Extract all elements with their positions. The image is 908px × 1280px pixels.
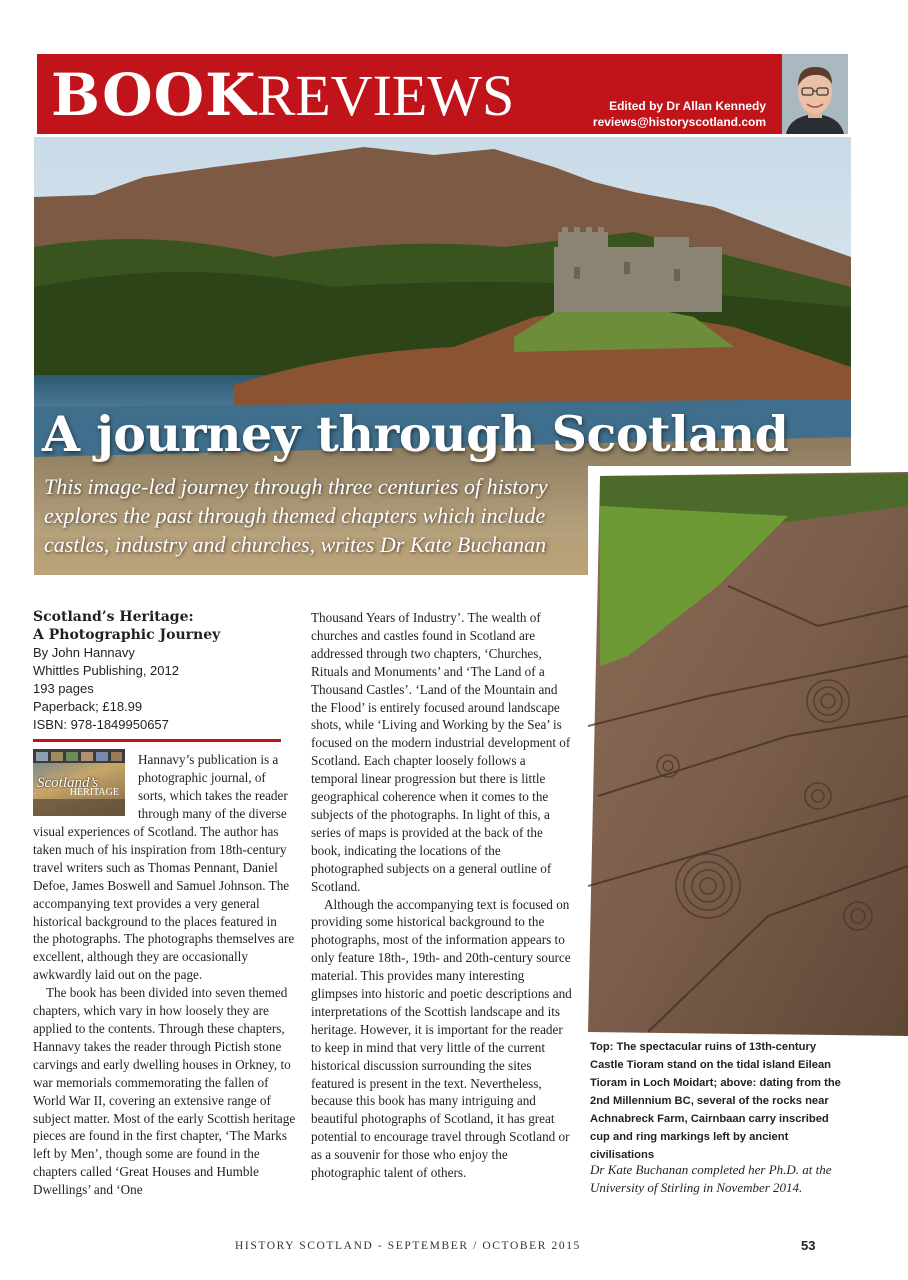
editor-portrait: [782, 54, 848, 134]
book-title-line2: A Photographic Journey: [33, 627, 221, 643]
body-column-left: [33, 823, 296, 1199]
body-column-right: [311, 609, 574, 1182]
book-price: Paperback; £18.99: [33, 699, 143, 714]
editor-email[interactable]: reviews@historyscotland.com: [592, 115, 766, 129]
article-headline: A journey through Scotland: [42, 405, 789, 463]
body-paragraph: The book has been divided into seven themed chapters, which vary in how loosely they are applied to the contents. Through these chapters, Hannavy takes the reader through Pictish stone carvings and early dwelling houses in Orkney, to war memorials commemorating the fallen of World War II, covering an extensive range of subject matter. Most of the early Scottish heritage pieces are found in the first chapter, ‘The Marks left by Men’, though some are found in the chapters called ‘Great Houses and Humble Dwellings’ and ‘One: [33, 985, 296, 1198]
page-number: 53: [801, 1238, 816, 1253]
editor-credit: [593, 98, 766, 130]
cover-title: Scotland’s: [37, 775, 99, 791]
running-footer: HISTORY SCOTLAND - SEPTEMBER / OCTOBER 2015: [235, 1240, 581, 1252]
body-intro-wrap: [138, 751, 296, 823]
editor-name: Edited by Dr Allan Kennedy: [609, 99, 766, 113]
section-title-bold: BOOK: [51, 61, 257, 129]
book-title-line1: Scotland’s Heritage:: [33, 609, 194, 625]
body-paragraph: Thousand Years of Industry’. The wealth of churches and castles found in Scotland are addressed through two chapters, ‘Churches, Rituals and Monuments’ and ‘The Land of a Thousand Castles’. ‘Land of the Mountain and the Flood’ is entirely focused around landscape shots, while ‘Living and Working by the Sea’ is focused on the modern industrial development of Scotland. Each chapter loosely follows a temporal linear progression but there is little geographical coherence when it comes to the subjects of the photographs. In light of this, a series of maps is provided at the back of the book, indicating the locations of the photographed subjects on a general outline of Scotland.: [311, 610, 571, 894]
book-cover-thumbnail: [33, 749, 125, 816]
body-paragraph: Although the accompanying text is focused on providing some historical background to the photographs, most of the information appears to only feature 18th-, 19th- and 20th-century source material. This provides many interesting glimpses into historic and poetic descriptions and interpretations of the Scottish landscape and its heritage. However, it is important for the reader to keep in mind that very little of the current historical discussion surrounding the sites featured is present in the text. Nevertheless, because this book has many intriguing and beautiful photographs of Scotland, it has great potential to encourage travel through Scotland or as a souvenir for those who enjoy the photographic talent of others.: [311, 896, 572, 1181]
photo-caption: Top: The spectacular ruins of 13th-century Castle Tioram stand on the tidal island Eilean Tioram in Loch Moidart; above: dating from the 2nd Millennium BC, several of the rocks near Achnabreck Farm, Cairnbaan carry inscribed cup and ring markings left by ancient civilisations: [590, 1041, 841, 1161]
article-standfirst: This image-led journey through three centuries of history explores the past through themed chapters which include castles, industry and churches, writes Dr Kate Buchanan: [44, 474, 548, 557]
divider-rule: [33, 739, 281, 742]
section-title-regular: REVIEWS: [256, 63, 515, 128]
book-details: [33, 608, 295, 734]
cover-subtitle: HERITAGE: [69, 787, 119, 798]
book-pages: 193 pages: [33, 681, 94, 696]
header-band: [37, 54, 782, 134]
book-isbn: ISBN: 978-1849950657: [33, 717, 169, 732]
reviewer-bio: Dr Kate Buchanan completed her Ph.D. at the University of Stirling in November 2014.: [590, 1162, 832, 1195]
cup-and-ring-rock-photo: [588, 466, 908, 1036]
book-publisher: Whittles Publishing, 2012: [33, 663, 179, 678]
body-paragraph: Hannavy’s publication is a photographic journal, of sorts, which takes the reader through many of the diverse: [138, 752, 288, 821]
section-title: [51, 60, 514, 131]
body-paragraph: visual experiences of Scotland. The author has taken much of his inspiration from 18th-century travel writers such as Thomas Pennant, Daniel Defoe, James Boswell and Samuel Johnson. The accompanying text provides a very general historical background to the places featured in the photographs. The photographs themselves are excellent, although they are occasionally awkwardly laid out on the page.: [33, 824, 295, 983]
book-author: By John Hannavy: [33, 645, 135, 660]
